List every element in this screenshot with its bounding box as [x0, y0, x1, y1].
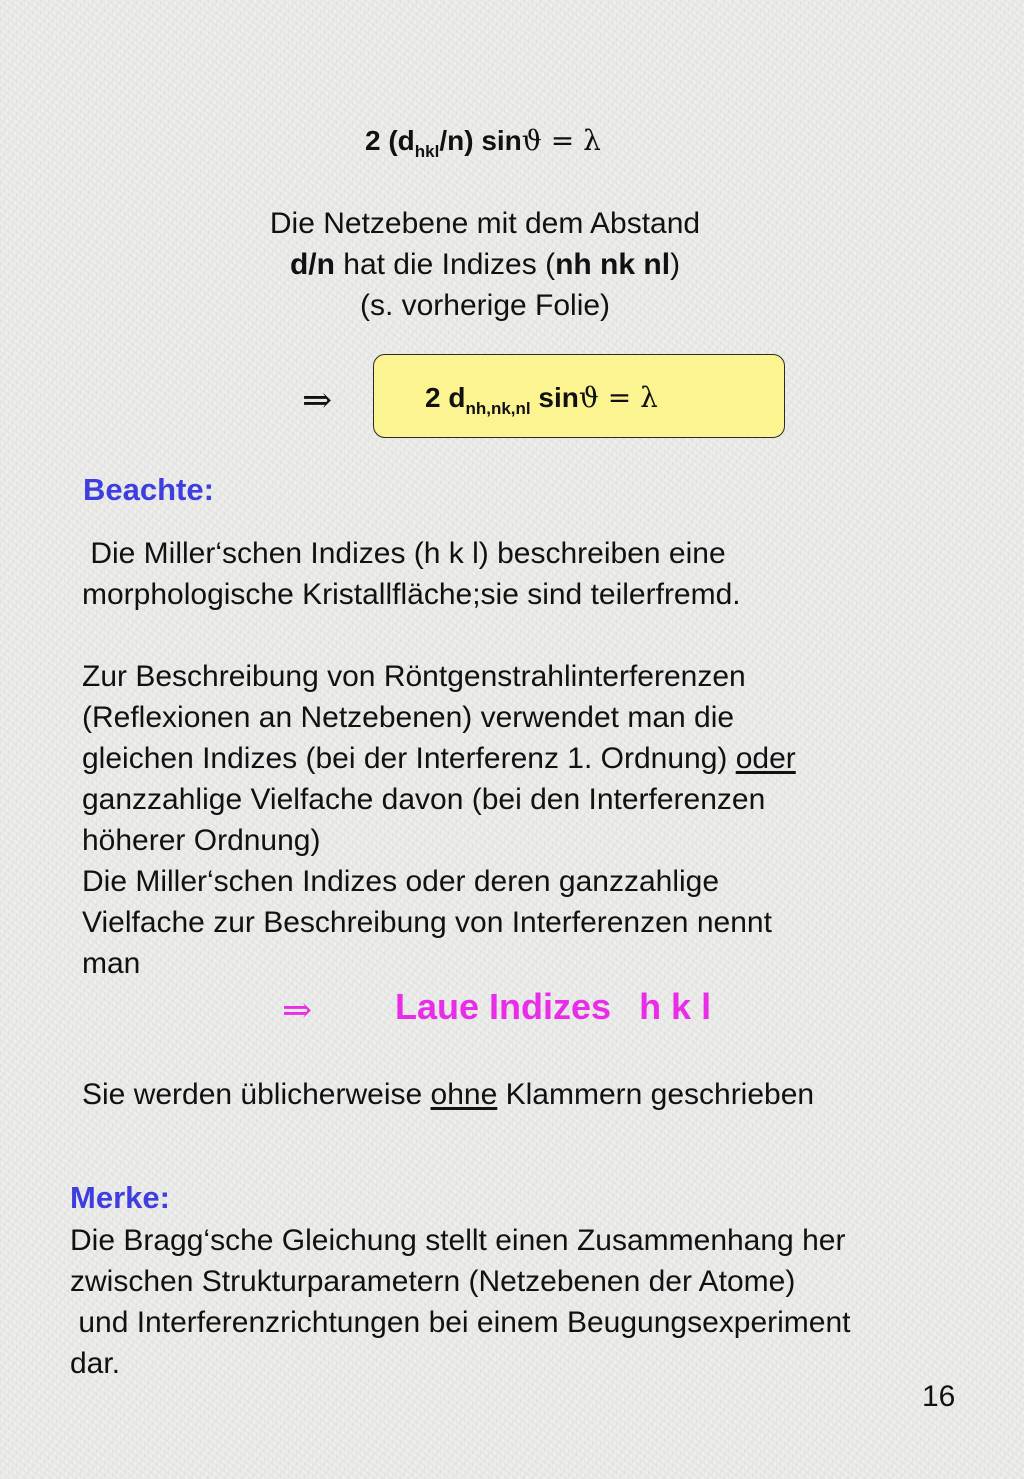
- paragraph-klammern: [82, 1074, 814, 1115]
- paragraph-text-part: Sie werden üblicherweise: [82, 1078, 431, 1111]
- intro-bold-part: nh nk nl: [555, 248, 671, 281]
- equals-sign: =: [541, 124, 584, 157]
- intro-line-2: [200, 244, 770, 285]
- formula-subscript: hkl: [414, 142, 440, 161]
- laue-indizes-line: [395, 986, 711, 1028]
- paragraph-miller-indices: [82, 533, 942, 615]
- intro-text-part: hat die Indizes (: [334, 248, 556, 281]
- paragraph-line: Die Bragg‘sche Gleichung stellt einen Zusammenhang her: [70, 1224, 846, 1257]
- underlined-oder: oder: [735, 742, 796, 775]
- paragraph-line: man: [82, 947, 141, 980]
- bragg-formula-general: [365, 124, 601, 161]
- intro-text-part: ): [670, 248, 681, 281]
- paragraph-roentgen: [82, 656, 942, 984]
- implies-arrow-icon: ⇒: [282, 990, 313, 1031]
- formula-text: sin: [530, 382, 579, 413]
- paragraph-text-part: Klammern geschrieben: [497, 1078, 815, 1111]
- paragraph-line: (Reflexionen an Netzebenen) verwendet man die: [82, 701, 735, 734]
- intro-line-3: (s. vorherige Folie): [359, 289, 611, 322]
- equals-sign: =: [598, 381, 641, 414]
- paragraph-line: Die Miller‘schen Indizes (h k l) beschreiben eine: [82, 537, 726, 570]
- paragraph-line: ganzzahlige Vielfache davon (bei den Interferenzen: [82, 783, 766, 816]
- lambda-symbol: λ: [583, 124, 601, 157]
- paragraph-line: zwischen Strukturparametern (Netzebenen der Atome): [70, 1265, 796, 1298]
- formula-text: 2 (d: [365, 125, 415, 156]
- paragraph-bragg-summary: [70, 1220, 970, 1384]
- bragg-formula-boxed: [425, 381, 658, 418]
- lambda-symbol: λ: [640, 381, 658, 414]
- theta-symbol: ϑ: [578, 381, 599, 414]
- implies-arrow-icon: ⇒: [302, 380, 333, 421]
- paragraph-line: und Interferenzrichtungen bei einem Beugungsexperiment: [70, 1306, 851, 1339]
- laue-label: Laue Indizes: [395, 986, 612, 1027]
- formula-text: 2 d: [425, 382, 466, 413]
- paragraph-line: Die Miller‘schen Indizes oder deren ganzzahlige: [82, 865, 720, 898]
- paragraph-line: Zur Beschreibung von Röntgenstrahlinterferenzen: [82, 660, 746, 693]
- underlined-ohne: ohne: [430, 1078, 498, 1111]
- intro-bold-part: d/n: [289, 248, 335, 281]
- page-number: 16: [922, 1380, 956, 1413]
- paragraph-text-part: gleichen Indizes (bei der Interferenz 1. Ordnung): [82, 742, 736, 775]
- paragraph-line: dar.: [70, 1347, 121, 1380]
- laue-hkl: h k l: [639, 986, 712, 1027]
- merke-heading: Merke:: [70, 1180, 170, 1215]
- formula-subscript: nh,nk,nl: [465, 399, 531, 418]
- paragraph-line: [82, 738, 942, 779]
- theta-symbol: ϑ: [521, 124, 542, 157]
- paragraph-line: morphologische Kristallfläche;sie sind teilerfremd.: [82, 578, 741, 611]
- beachte-heading: Beachte:: [83, 472, 214, 507]
- intro-text-part: Die Netzebene mit dem Abstand: [269, 207, 701, 240]
- paragraph-line: höherer Ordnung): [82, 824, 321, 857]
- intro-line-1: [200, 203, 770, 244]
- paragraph-line: Vielfache zur Beschreibung von Interferenzen nennt: [82, 906, 772, 939]
- formula-text: /n) sin: [439, 125, 522, 156]
- intro-text: [200, 203, 770, 326]
